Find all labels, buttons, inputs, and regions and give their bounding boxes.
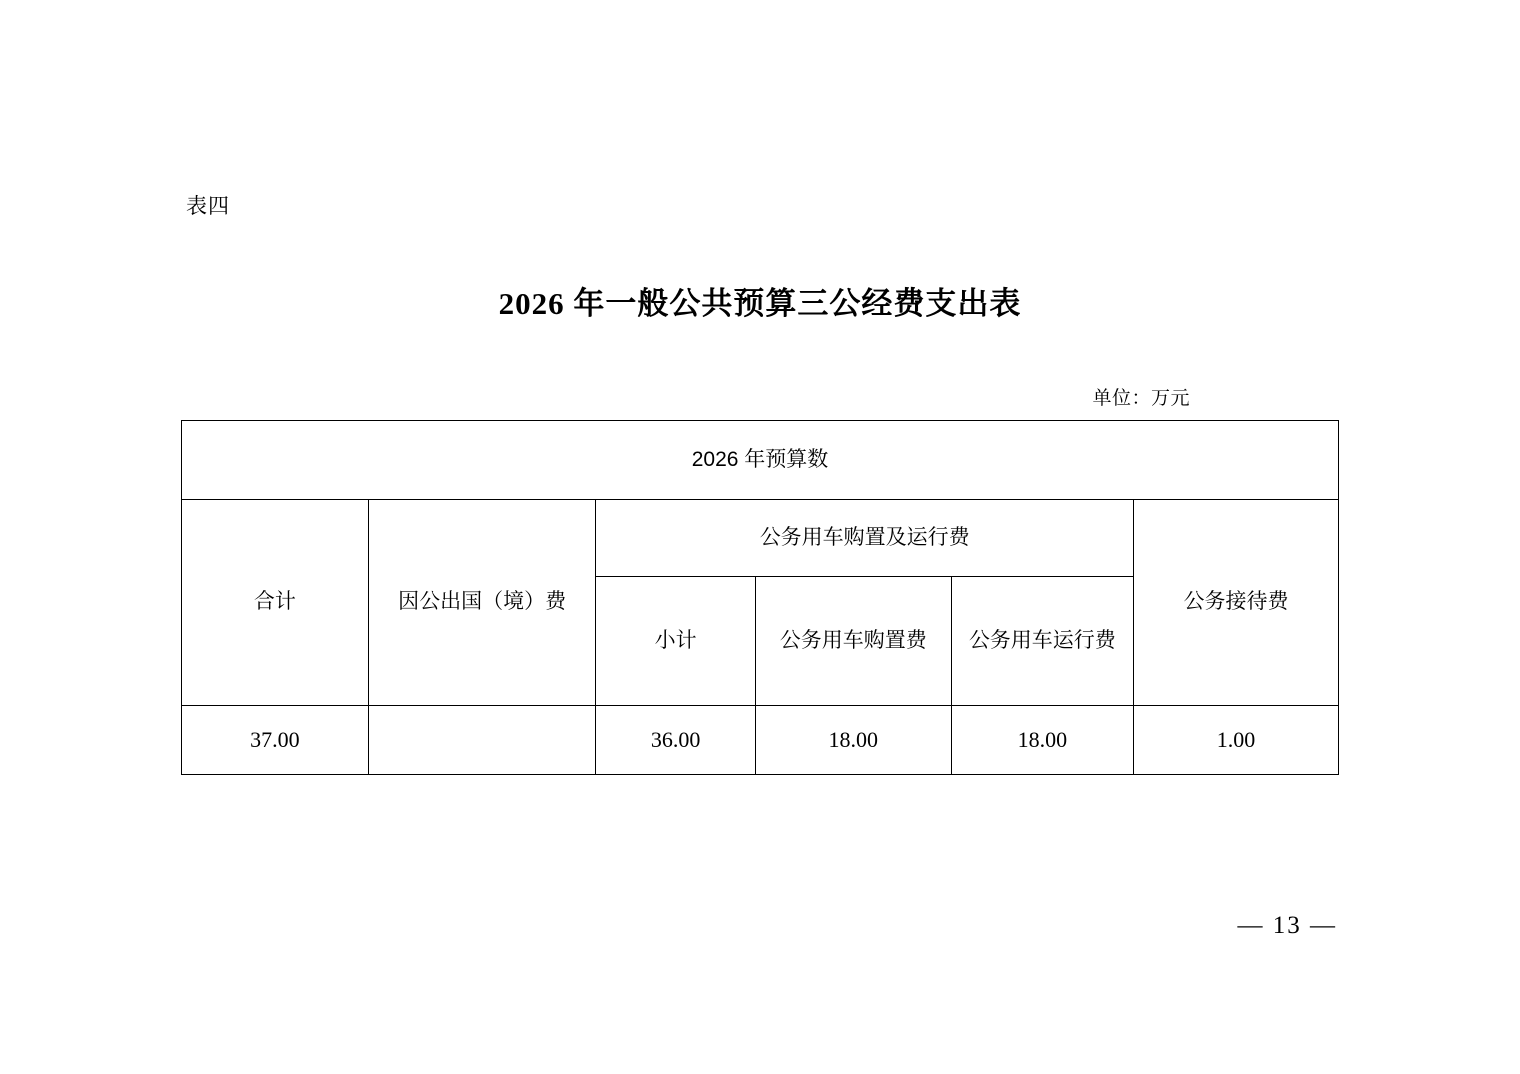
- table-row: [182, 706, 1339, 775]
- value-vehicle-operation: 18.00: [951, 706, 1133, 775]
- table-row: [182, 500, 1339, 577]
- page-title: 2026 年一般公共预算三公经费支出表: [498, 286, 1022, 321]
- value-vehicle-purchase: 18.00: [755, 706, 951, 775]
- value-vehicle-subtotal: 36.00: [596, 706, 755, 775]
- value-total: 37.00: [182, 706, 369, 775]
- unit-note: 单位：万元: [1092, 388, 1190, 409]
- value-abroad-fee: [368, 706, 596, 775]
- budget-table: [181, 420, 1339, 775]
- header-vehicle-subtotal: 小计: [596, 577, 755, 706]
- header-vehicle-group: 公务用车购置及运行费: [596, 500, 1133, 577]
- table-number-label: 表四: [186, 194, 230, 218]
- header-reception-fee: 公务接待费: [1133, 500, 1338, 706]
- page-number: — 13 —: [1237, 912, 1337, 939]
- group-header-budget-year: 2026 年预算数: [182, 421, 1339, 500]
- header-abroad-fee: 因公出国（境）费: [368, 500, 596, 706]
- value-reception-fee: 1.00: [1133, 706, 1338, 775]
- header-vehicle-purchase: 公务用车购置费: [755, 577, 951, 706]
- header-total: 合计: [182, 500, 369, 706]
- header-vehicle-operation: 公务用车运行费: [951, 577, 1133, 706]
- table-row: [182, 421, 1339, 500]
